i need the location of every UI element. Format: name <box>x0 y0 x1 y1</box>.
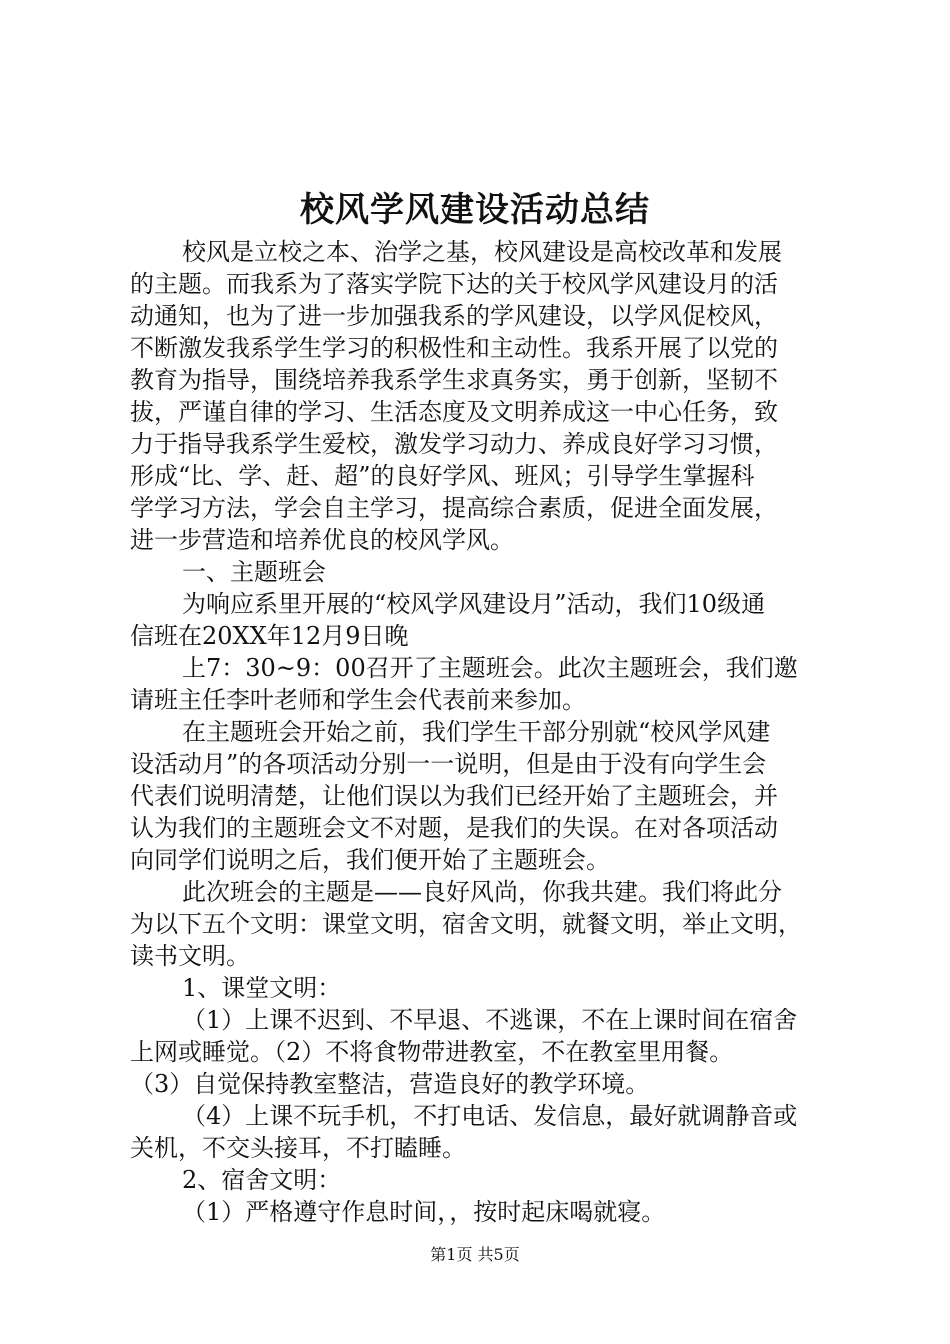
body-line: 请班主任李叶老师和学生会代表前来参加。 <box>130 686 586 714</box>
body-line: 设活动月”的各项活动分别一一说明，但是由于没有向学生会 <box>130 750 767 778</box>
body-line: 学学习方法，学会自主学习，提高综合素质，促进全面发展， <box>130 494 778 522</box>
body-line: 不断激发我系学生学习的积极性和主动性。我系开展了以党的 <box>130 334 778 362</box>
body-line: 形成“比、学、赶、超”的良好学风、班风；引导学生掌握科 <box>130 462 755 490</box>
body-line: 校风是立校之本、治学之基，校风建设是高校改革和发展 <box>182 238 782 266</box>
body-line: 力于指导我系学生爱校，激发学习动力、养成良好学习习惯， <box>130 430 778 458</box>
body-line: 代表们说明清楚，让他们误以为我们已经开始了主题班会，并 <box>130 782 778 810</box>
subsection-heading: 1、课堂文明： <box>182 974 342 1002</box>
body-line: 教育为指导，围绕培养我系学生求真务实，勇于创新，坚韧不 <box>130 366 778 394</box>
list-item: （1）上课不迟到、不早退、不逃课，不在上课时间在宿舍 <box>182 1006 798 1034</box>
body-line: 进一步营造和培养优良的校风学风。 <box>130 526 514 554</box>
body-line: 此次班会的主题是——良好风尚，你我共建。我们将此分 <box>182 878 782 906</box>
body-line: 向同学们说明之后，我们便开始了主题班会。 <box>130 846 610 874</box>
body-line: 为响应系里开展的“校风学风建设月”活动，我们10级通 <box>182 590 766 618</box>
list-item: （1）严格遵守作息时间，，按时起床喝就寝。 <box>182 1198 666 1226</box>
list-item: （3）自觉保持教室整洁，营造良好的教学环境。 <box>130 1070 650 1098</box>
list-item: 上网或睡觉。（2）不将食物带进教室，不在教室里用餐。 <box>130 1038 734 1066</box>
document-title: 校风学风建设活动总结 <box>300 190 650 230</box>
body-line: 认为我们的主题班会文不对题，是我们的失误。在对各项活动 <box>130 814 778 842</box>
body-line: 拔，严谨自律的学习、生活态度及文明养成这一中心任务，致 <box>130 398 778 426</box>
body-line: 动通知，也为了进一步加强我系的学风建设，以学风促校风， <box>130 302 778 330</box>
list-item: 关机，不交头接耳，不打瞌睡。 <box>130 1134 466 1162</box>
body-line: 信班在20XX年12月9日晚 <box>130 622 409 650</box>
section-heading: 一、主题班会 <box>182 558 326 586</box>
body-line: 为以下五个文明：课堂文明，宿舍文明，就餐文明，举止文明， <box>130 910 802 938</box>
body-line: 读书文明。 <box>130 942 250 970</box>
page-footer: 第1页 共5页 <box>430 1245 520 1264</box>
body-line: 的主题。而我系为了落实学院下达的关于校风学风建设月的活 <box>130 270 778 298</box>
body-line: 在主题班会开始之前，我们学生干部分别就“校风学风建 <box>182 718 771 746</box>
subsection-heading: 2、宿舍文明： <box>182 1166 342 1194</box>
list-item: （4）上课不玩手机，不打电话、发信息，最好就调静音或 <box>182 1102 798 1130</box>
body-line: 上7：30~9：00召开了主题班会。此次主题班会，我们邀 <box>182 654 798 682</box>
